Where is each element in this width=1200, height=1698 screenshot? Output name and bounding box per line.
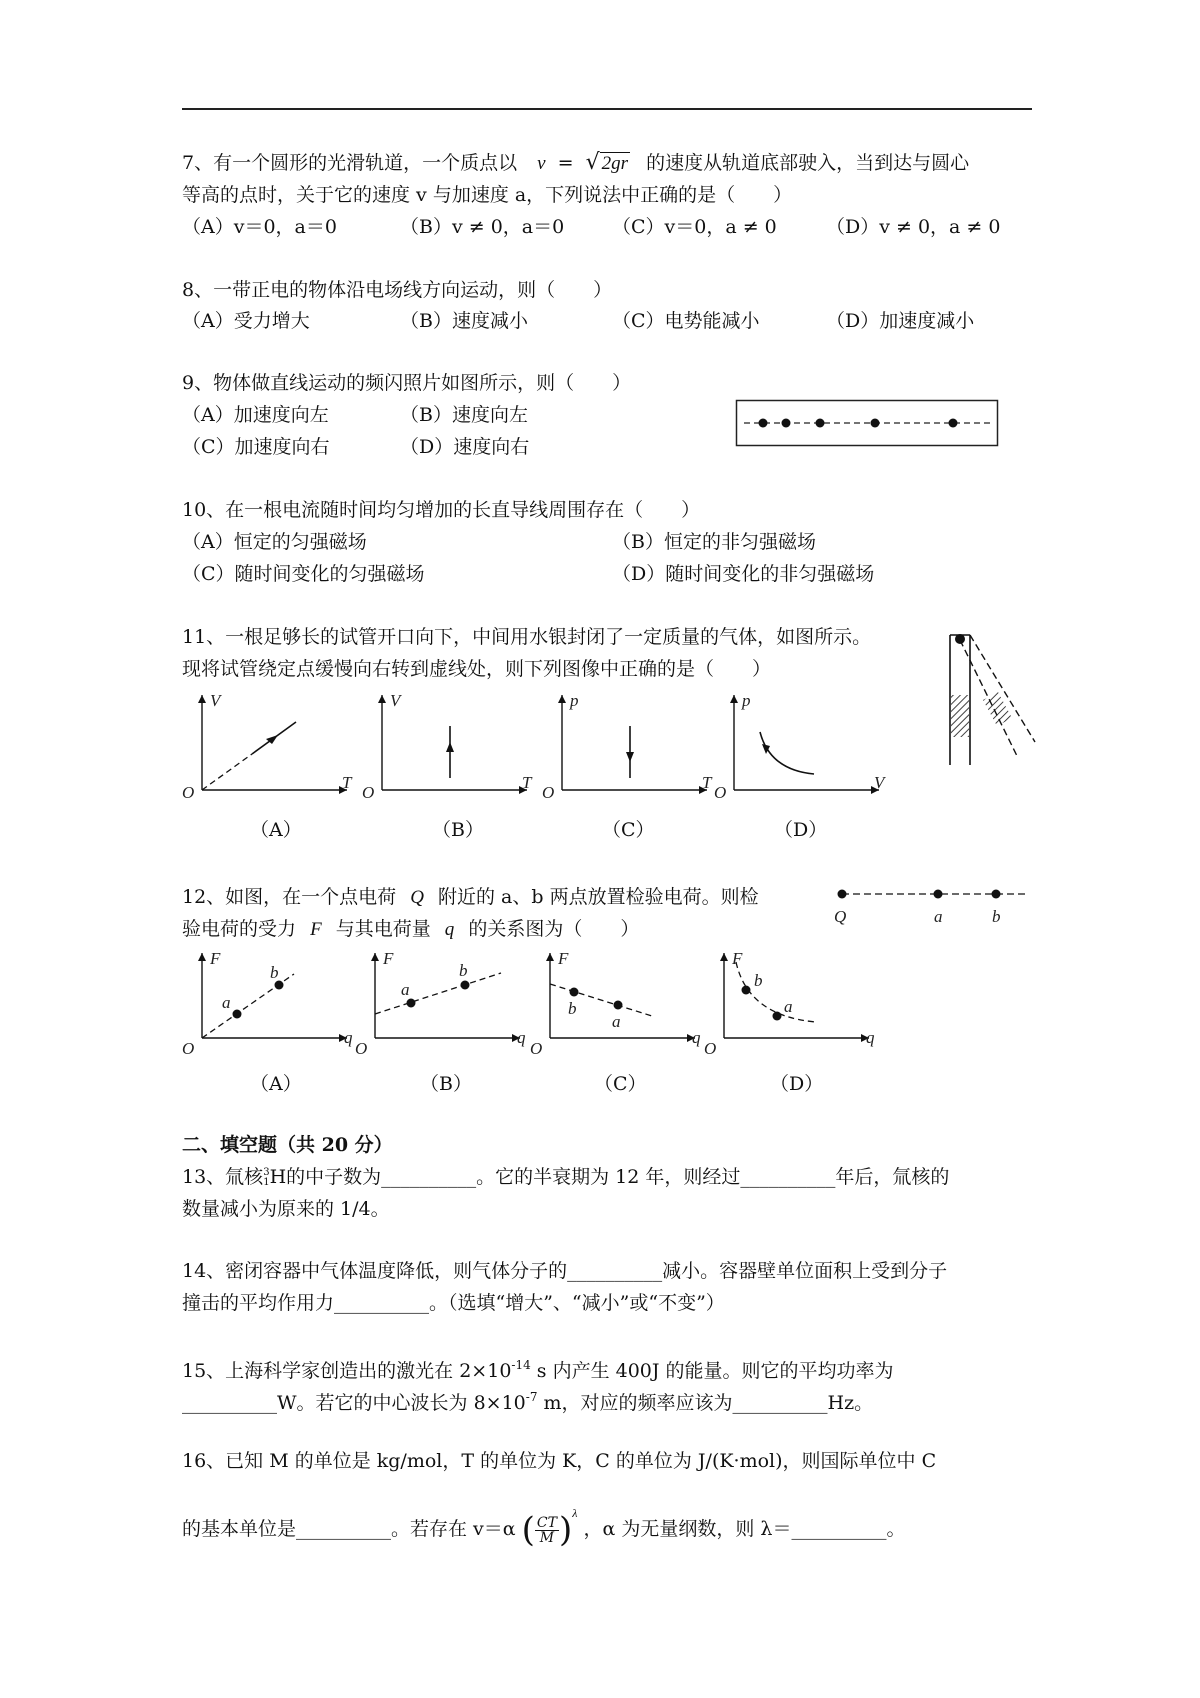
strobe-dot: [759, 419, 768, 428]
axis-label-x: T: [702, 773, 712, 792]
q8-option-a: （A）受力增大: [182, 310, 310, 332]
pivot-point: [955, 634, 965, 644]
point-label: a: [784, 997, 793, 1016]
formula-radicand: 2gr: [601, 153, 629, 174]
point-label: b: [459, 961, 468, 980]
label-b: b: [992, 907, 1001, 926]
q16-text: ，α 为无量纲数，则 λ＝__________。: [583, 1518, 906, 1540]
paren-open: (: [521, 1510, 535, 1550]
q7-line1: [182, 150, 969, 177]
q9-stem: 9、物体做直线运动的频闪照片如图所示，则（ ）: [182, 372, 632, 394]
atomic-number: 1: [263, 1177, 270, 1188]
point-b-dot: [992, 890, 1001, 899]
q9-option-d: （D）速度向右: [400, 436, 530, 458]
q11-graph-b: [362, 690, 532, 800]
q12-line2: [182, 916, 639, 943]
q12-graph-a: [182, 948, 352, 1058]
symbol-F: F: [310, 919, 322, 940]
point-label: b: [270, 963, 279, 982]
origin-label: O: [530, 1039, 543, 1058]
q11-caption-a: （A）: [250, 819, 302, 841]
q7-option-a: （A）v＝0，a＝0: [182, 216, 337, 238]
section-title: 二、填空题（共 20 分）: [182, 1134, 393, 1156]
origin-label: O: [542, 783, 555, 802]
q7-line2: 等高的点时，关于它的速度 v 与加速度 a，下列说法中正确的是（ ）: [182, 184, 793, 206]
axis-label-x: q: [344, 1028, 353, 1047]
fraction-denominator: M: [539, 1529, 555, 1546]
q8-option-b: （B）速度减小: [400, 310, 528, 332]
symbol-Q: Q: [410, 887, 424, 908]
axis-label-x: T: [342, 773, 352, 792]
q15-line1: [182, 1352, 894, 1384]
axis-label-x: T: [522, 773, 532, 792]
fraction: [535, 1516, 559, 1545]
paren-close: ): [558, 1510, 573, 1550]
q16-text: 的基本单位是__________。若存在 v＝α: [182, 1518, 516, 1540]
formula-v: v: [537, 153, 546, 174]
point-label: a: [612, 1012, 621, 1031]
q9-option-b: （B）速度向左: [400, 404, 528, 426]
q13-line2: 数量减小为原来的 1/4。: [182, 1198, 390, 1220]
axis-label-x: V: [874, 773, 885, 792]
point-label: a: [222, 993, 231, 1012]
symbol-q: q: [444, 919, 455, 940]
q7-stem-start: 7、有一个圆形的光滑轨道，一个质点以: [182, 152, 518, 174]
q15-line2: [182, 1384, 873, 1416]
q12-caption-b: （B）: [420, 1073, 472, 1095]
q11-line1: 11、一根足够长的试管开口向下，中间用水银封闭了一定质量的气体，如图所示。: [182, 626, 872, 648]
origin-label: O: [704, 1039, 717, 1058]
q9-option-c: （C）加速度向右: [182, 436, 330, 458]
axis-label-y: F: [732, 949, 743, 968]
point-label: a: [401, 980, 410, 999]
label-a: a: [934, 907, 943, 926]
point-label: b: [568, 999, 577, 1018]
q10-option-c: （C）随时间变化的匀强磁场: [182, 563, 425, 585]
strobe-dot: [871, 419, 880, 428]
mercury-column: [951, 695, 969, 737]
q12-graph-c: [530, 948, 700, 1058]
q7-option-b: （B）v ≠ 0，a＝0: [400, 216, 565, 238]
test-tube-figure: [940, 630, 1040, 770]
axis-label-x: q: [692, 1028, 701, 1047]
q11-graph-a: [182, 690, 352, 800]
strobe-photo-figure: [736, 400, 998, 446]
exponent: -7: [525, 1390, 538, 1404]
q7-option-c: （C）v＝0，a ≠ 0: [612, 216, 777, 238]
axis-label-x: q: [517, 1028, 526, 1047]
q12-text: 与其电荷量: [335, 918, 431, 940]
nuclide-symbol: H: [269, 1166, 287, 1188]
strobe-dot: [816, 419, 825, 428]
q15-text: 15、上海科学家创造出的激光在 2×10: [182, 1360, 512, 1382]
fraction-numerator: CT: [536, 1514, 557, 1531]
origin-label: O: [355, 1039, 368, 1058]
q16-line1: 16、已知 M 的单位是 kg/mol，T 的单位为 K，C 的单位为 J/(K·mol)，则国际单位中 C: [182, 1450, 937, 1472]
point-a-dot: [934, 890, 943, 899]
charge-line-figure: [830, 884, 1030, 928]
q12-line1: [182, 884, 759, 911]
charge-Q-dot: [838, 890, 847, 899]
origin-label: O: [714, 783, 727, 802]
axis-label-y: F: [558, 949, 569, 968]
q11-graph-d: [714, 690, 884, 800]
axis-label-y: F: [383, 949, 394, 968]
strobe-dot: [949, 419, 958, 428]
q12-text: 12、如图，在一个点电荷: [182, 886, 397, 908]
q10-option-a: （A）恒定的匀强磁场: [182, 531, 367, 553]
q12-text: 的关系图为（ ）: [468, 918, 640, 940]
exponent-lambda: λ: [572, 1506, 578, 1520]
q12-graph-d: [704, 948, 874, 1058]
q10-option-d: （D）随时间变化的非匀强磁场: [612, 563, 875, 585]
q10-stem: 10、在一根电流随时间均匀增加的长直导线周围存在（ ）: [182, 499, 701, 521]
q11-caption-d: （D）: [774, 819, 828, 841]
header-rule: [182, 108, 1032, 110]
q14-line2: 撞击的平均作用力__________。（选填“增大”、“减小”或“不变”）: [182, 1292, 725, 1314]
q12-text: 附近的 a、b 两点放置检验电荷。则检: [438, 886, 759, 908]
q10-option-b: （B）恒定的非匀强磁场: [612, 531, 816, 553]
point-label: b: [754, 971, 763, 990]
mass-number: 3: [263, 1167, 270, 1178]
q8-stem: 8、一带正电的物体沿电场线方向运动，则（ ）: [182, 279, 613, 301]
origin-label: O: [182, 1039, 195, 1058]
q12-caption-a: （A）: [250, 1073, 302, 1095]
q7-option-d: （D）v ≠ 0，a ≠ 0: [826, 216, 1001, 238]
q12-caption-c: （C）: [594, 1073, 647, 1095]
q11-line2: 现将试管绕定点缓慢向右转到虚线处，则下列图像中正确的是（ ）: [182, 658, 772, 680]
axis-label-x: q: [866, 1028, 875, 1047]
q14-line1: 14、密闭容器中气体温度降低，则气体分子的__________减小。容器壁单位面积上受到分子: [182, 1260, 948, 1282]
q15-text: s 内产生 400J 的能量。则它的平均功率为: [530, 1360, 894, 1382]
q11-caption-c: （C）: [602, 819, 655, 841]
q13-text: 的中子数为__________。它的半衰期为 12 年，则经过__________年后，氚核的: [286, 1166, 950, 1188]
q8-option-c: （C）电势能减小: [612, 310, 760, 332]
q13-line1: [182, 1164, 949, 1190]
q9-option-a: （A）加速度向左: [182, 404, 329, 426]
origin-label: O: [182, 783, 195, 802]
axis-label-y: V: [390, 691, 401, 710]
exponent: -14: [511, 1358, 531, 1372]
q8-option-d: （D）加速度减小: [826, 310, 975, 332]
q12-caption-d: （D）: [770, 1073, 824, 1095]
q11-caption-b: （B）: [432, 819, 484, 841]
q12-graph-b: [355, 948, 525, 1058]
origin-label: O: [362, 783, 375, 802]
q11-graph-c: [542, 690, 712, 800]
q15-text: __________W。若它的中心波长为 8×10: [182, 1392, 526, 1414]
q7-stem-end: 的速度从轨道底部驶入，当到达与圆心: [646, 152, 970, 174]
axis-label-y: F: [210, 949, 221, 968]
axis-label-y: p: [742, 691, 751, 710]
label-Q: Q: [834, 907, 847, 926]
formula-eq: =: [557, 152, 574, 174]
q13-text: 13、氚核: [182, 1166, 264, 1188]
axis-label-y: V: [210, 691, 221, 710]
sqrt-sign: √: [585, 150, 600, 175]
q15-text: m，对应的频率应该为__________Hz。: [537, 1392, 874, 1414]
axis-label-y: p: [570, 691, 579, 710]
q16-line2: [182, 1500, 906, 1550]
q12-text: 验电荷的受力: [182, 918, 297, 940]
strobe-dot: [782, 419, 791, 428]
